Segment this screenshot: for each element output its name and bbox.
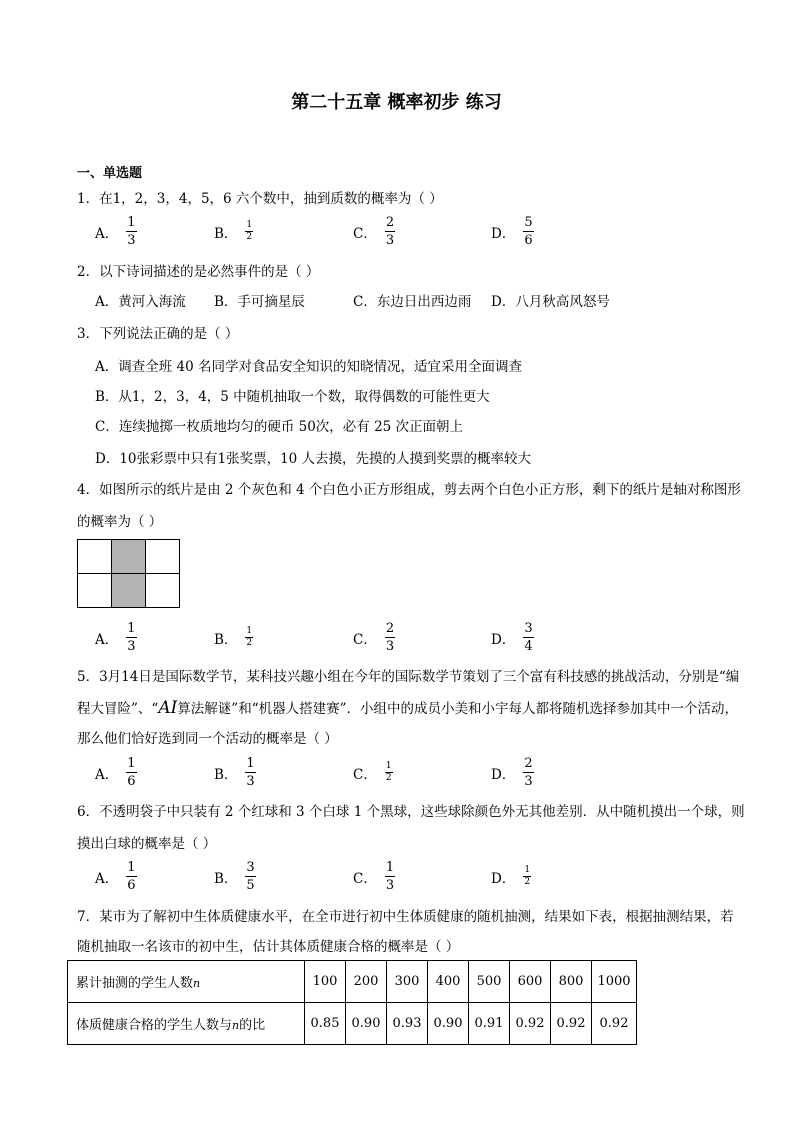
table-cell: 400: [428, 961, 469, 1003]
option-letter: D．: [491, 870, 516, 887]
header-text: 累计抽测的学生人数: [76, 976, 194, 991]
q5-option-b[interactable]: [214, 757, 256, 788]
table-cell: 0.90: [428, 1003, 469, 1045]
q5-option-d[interactable]: [491, 757, 534, 788]
question-7-stem-line1: 7．某市为了解初中生体质健康水平，在全市进行初中生体质健康的随机抽测，结果如下表，根据抽测结果，若: [77, 909, 734, 925]
q2-option-a[interactable]: A．黄河入海流: [95, 294, 186, 310]
header-text: 的比: [239, 1018, 266, 1033]
fraction-numerator: 1: [385, 860, 395, 875]
question-5-stem-line3: 那么他们恰好选到同一个活动的概率是（ ）: [77, 731, 338, 747]
table-cell: 0.92: [510, 1003, 551, 1045]
gray-square: [112, 574, 146, 608]
fraction-denominator: 3: [385, 639, 395, 654]
fraction-numerator: 1: [246, 626, 253, 636]
fraction-numerator: 1: [127, 756, 136, 771]
q2-option-b[interactable]: B．手可摘星辰: [214, 294, 305, 310]
option-letter: D．: [491, 225, 516, 242]
table-row: [68, 1003, 637, 1045]
fraction-denominator: 3: [524, 774, 533, 789]
table-cell: 600: [510, 961, 551, 1003]
table-cell: 0.92: [551, 1003, 592, 1045]
table-cell: 0.90: [346, 1003, 387, 1045]
question-4-stem-line1: 4．如图所示的纸片是由 2 个灰色和 4 个白色小正方形组成，剪去两个白色小正方形，剩下的纸片是轴对称图形: [77, 482, 741, 498]
fraction-denominator: 2: [246, 232, 253, 242]
fraction-denominator: 2: [385, 773, 392, 783]
option-letter: B．: [214, 870, 238, 887]
fraction-denominator: 6: [524, 233, 533, 248]
fraction-denominator: 6: [127, 878, 136, 893]
question-2-stem: 2．以下诗词描述的是必然事件的是（ ）: [77, 264, 320, 280]
q2-option-c[interactable]: C．东边日出西边雨: [353, 294, 472, 310]
q6-option-a[interactable]: [95, 861, 137, 892]
fraction-denominator: 3: [385, 878, 395, 893]
q6-option-b[interactable]: [214, 861, 256, 892]
table-cell: 500: [469, 961, 510, 1003]
q5-option-c[interactable]: [353, 762, 393, 783]
fraction-numerator: 1: [524, 865, 531, 875]
variable-n: n: [193, 977, 201, 990]
fraction-numerator: 1: [246, 756, 255, 771]
table-cell: 0.93: [387, 1003, 428, 1045]
data-table: [67, 960, 637, 1045]
fraction-numerator: 1: [127, 860, 136, 875]
option-letter: D．: [491, 766, 516, 783]
question-6-stem-line2: 摸出白球的概率是（ ）: [77, 836, 217, 852]
option-letter: C．: [353, 225, 377, 242]
fraction-denominator: 3: [127, 233, 136, 248]
white-square: [78, 540, 112, 574]
option-letter: B．: [214, 766, 238, 783]
white-square: [146, 540, 180, 574]
fraction-numerator: 1: [246, 220, 253, 230]
stem-text: 算法解谜”和“机器人搭建赛”．小组中的成员小美和小宇每人都将随机选择参加其中一个活动，: [177, 701, 739, 717]
fraction-denominator: 3: [246, 774, 255, 789]
q1-option-a[interactable]: [95, 216, 137, 247]
option-letter: C．: [353, 870, 377, 887]
q6-option-d[interactable]: [491, 866, 531, 887]
white-square: [78, 574, 112, 608]
fraction-denominator: 4: [524, 639, 533, 654]
fraction-numerator: 1: [385, 761, 392, 771]
option-letter: A．: [95, 225, 119, 242]
fraction-numerator: 2: [385, 621, 395, 636]
table-cell: 100: [305, 961, 346, 1003]
white-square: [146, 574, 180, 608]
q1-option-b[interactable]: [214, 221, 253, 242]
ai-text: AI: [158, 698, 178, 718]
fraction-denominator: 3: [385, 233, 395, 248]
option-letter: B．: [214, 225, 238, 242]
fraction-numerator: 1: [127, 215, 136, 230]
q4-option-c[interactable]: [353, 622, 395, 653]
paper-figure: [77, 539, 180, 608]
fraction-numerator: 2: [524, 756, 533, 771]
table-cell: 0.92: [592, 1003, 637, 1045]
q3-option-c[interactable]: C．连续抛掷一枚质地均匀的硬币 50次，必有 25 次正面朝上: [95, 419, 464, 435]
fraction-numerator: 3: [246, 860, 255, 875]
option-letter: A．: [95, 870, 119, 887]
q5-option-a[interactable]: [95, 757, 137, 788]
q4-option-a[interactable]: [95, 622, 137, 653]
table-cell: 200: [346, 961, 387, 1003]
option-letter: C．: [353, 631, 377, 648]
section-title: 一、单选题: [77, 166, 143, 181]
gray-square: [112, 540, 146, 574]
table-row-header: [68, 1003, 305, 1045]
q3-option-b[interactable]: B．从1，2，3，4，5 中随机抽取一个数，取得偶数的可能性更大: [95, 389, 490, 405]
fraction-numerator: 1: [127, 621, 136, 636]
table-row-header: [68, 961, 305, 1003]
fraction-denominator: 5: [246, 878, 255, 893]
header-text: 体质健康合格的学生人数与: [76, 1018, 233, 1033]
question-5-stem-line2: [77, 697, 738, 718]
fraction-denominator: 6: [127, 774, 136, 789]
fraction-numerator: 3: [524, 621, 533, 636]
question-4-stem-line2: 的概率为（ ）: [77, 514, 163, 530]
option-letter: A．: [95, 766, 119, 783]
table-row: [68, 961, 637, 1003]
table-cell: 0.91: [469, 1003, 510, 1045]
table-cell: 800: [551, 961, 592, 1003]
q3-option-a[interactable]: A．调查全班 40 名同学对食品安全知识的知晓情况，适宜采用全面调查: [95, 359, 523, 375]
q4-option-d[interactable]: [491, 622, 534, 653]
q6-option-c[interactable]: [353, 861, 395, 892]
table-cell: 1000: [592, 961, 637, 1003]
question-7-stem-line2: 随机抽取一名该市的初中生，估计其体质健康合格的概率是（ ）: [77, 939, 460, 955]
q1-option-d[interactable]: [491, 216, 534, 247]
page-title: 第二十五章 概率初步 练习: [291, 92, 502, 113]
q1-option-c[interactable]: [353, 216, 395, 247]
q2-option-d[interactable]: D．八月秋高风怒号: [491, 294, 610, 310]
fraction-denominator: 3: [127, 639, 136, 654]
option-letter: A．: [95, 631, 119, 648]
fraction-denominator: 2: [246, 638, 253, 648]
question-1-stem: 1．在1，2，3，4，5，6 六个数中，抽到质数的概率为（ ）: [77, 191, 443, 207]
stem-text: 程大冒险”、“: [77, 701, 159, 717]
question-6-stem-line1: 6．不透明袋子中只装有 2 个红球和 3 个白球 1 个黑球，这些球除颜色外无其他差别．从中随机摸出一个球，则: [77, 804, 745, 820]
option-letter: B．: [214, 631, 238, 648]
table-cell: 0.85: [305, 1003, 346, 1045]
table-cell: 300: [387, 961, 428, 1003]
q4-option-b[interactable]: [214, 627, 253, 648]
fraction-denominator: 2: [524, 877, 531, 887]
option-letter: D．: [491, 631, 516, 648]
variable-n: n: [232, 1019, 240, 1032]
question-3-stem: 3．下列说法正确的是（ ）: [77, 326, 239, 342]
option-letter: C．: [353, 766, 377, 783]
fraction-numerator: 5: [524, 215, 533, 230]
q3-option-d[interactable]: D．10张彩票中只有1张奖票，10 人去摸，先摸的人摸到奖票的概率较大: [95, 451, 532, 467]
fraction-numerator: 2: [385, 215, 395, 230]
question-5-stem-line1: 5．3月14日是国际数学节，某科技兴趣小组在今年的国际数学节策划了三个富有科技感的挑战活动，分别是“编: [77, 669, 740, 685]
